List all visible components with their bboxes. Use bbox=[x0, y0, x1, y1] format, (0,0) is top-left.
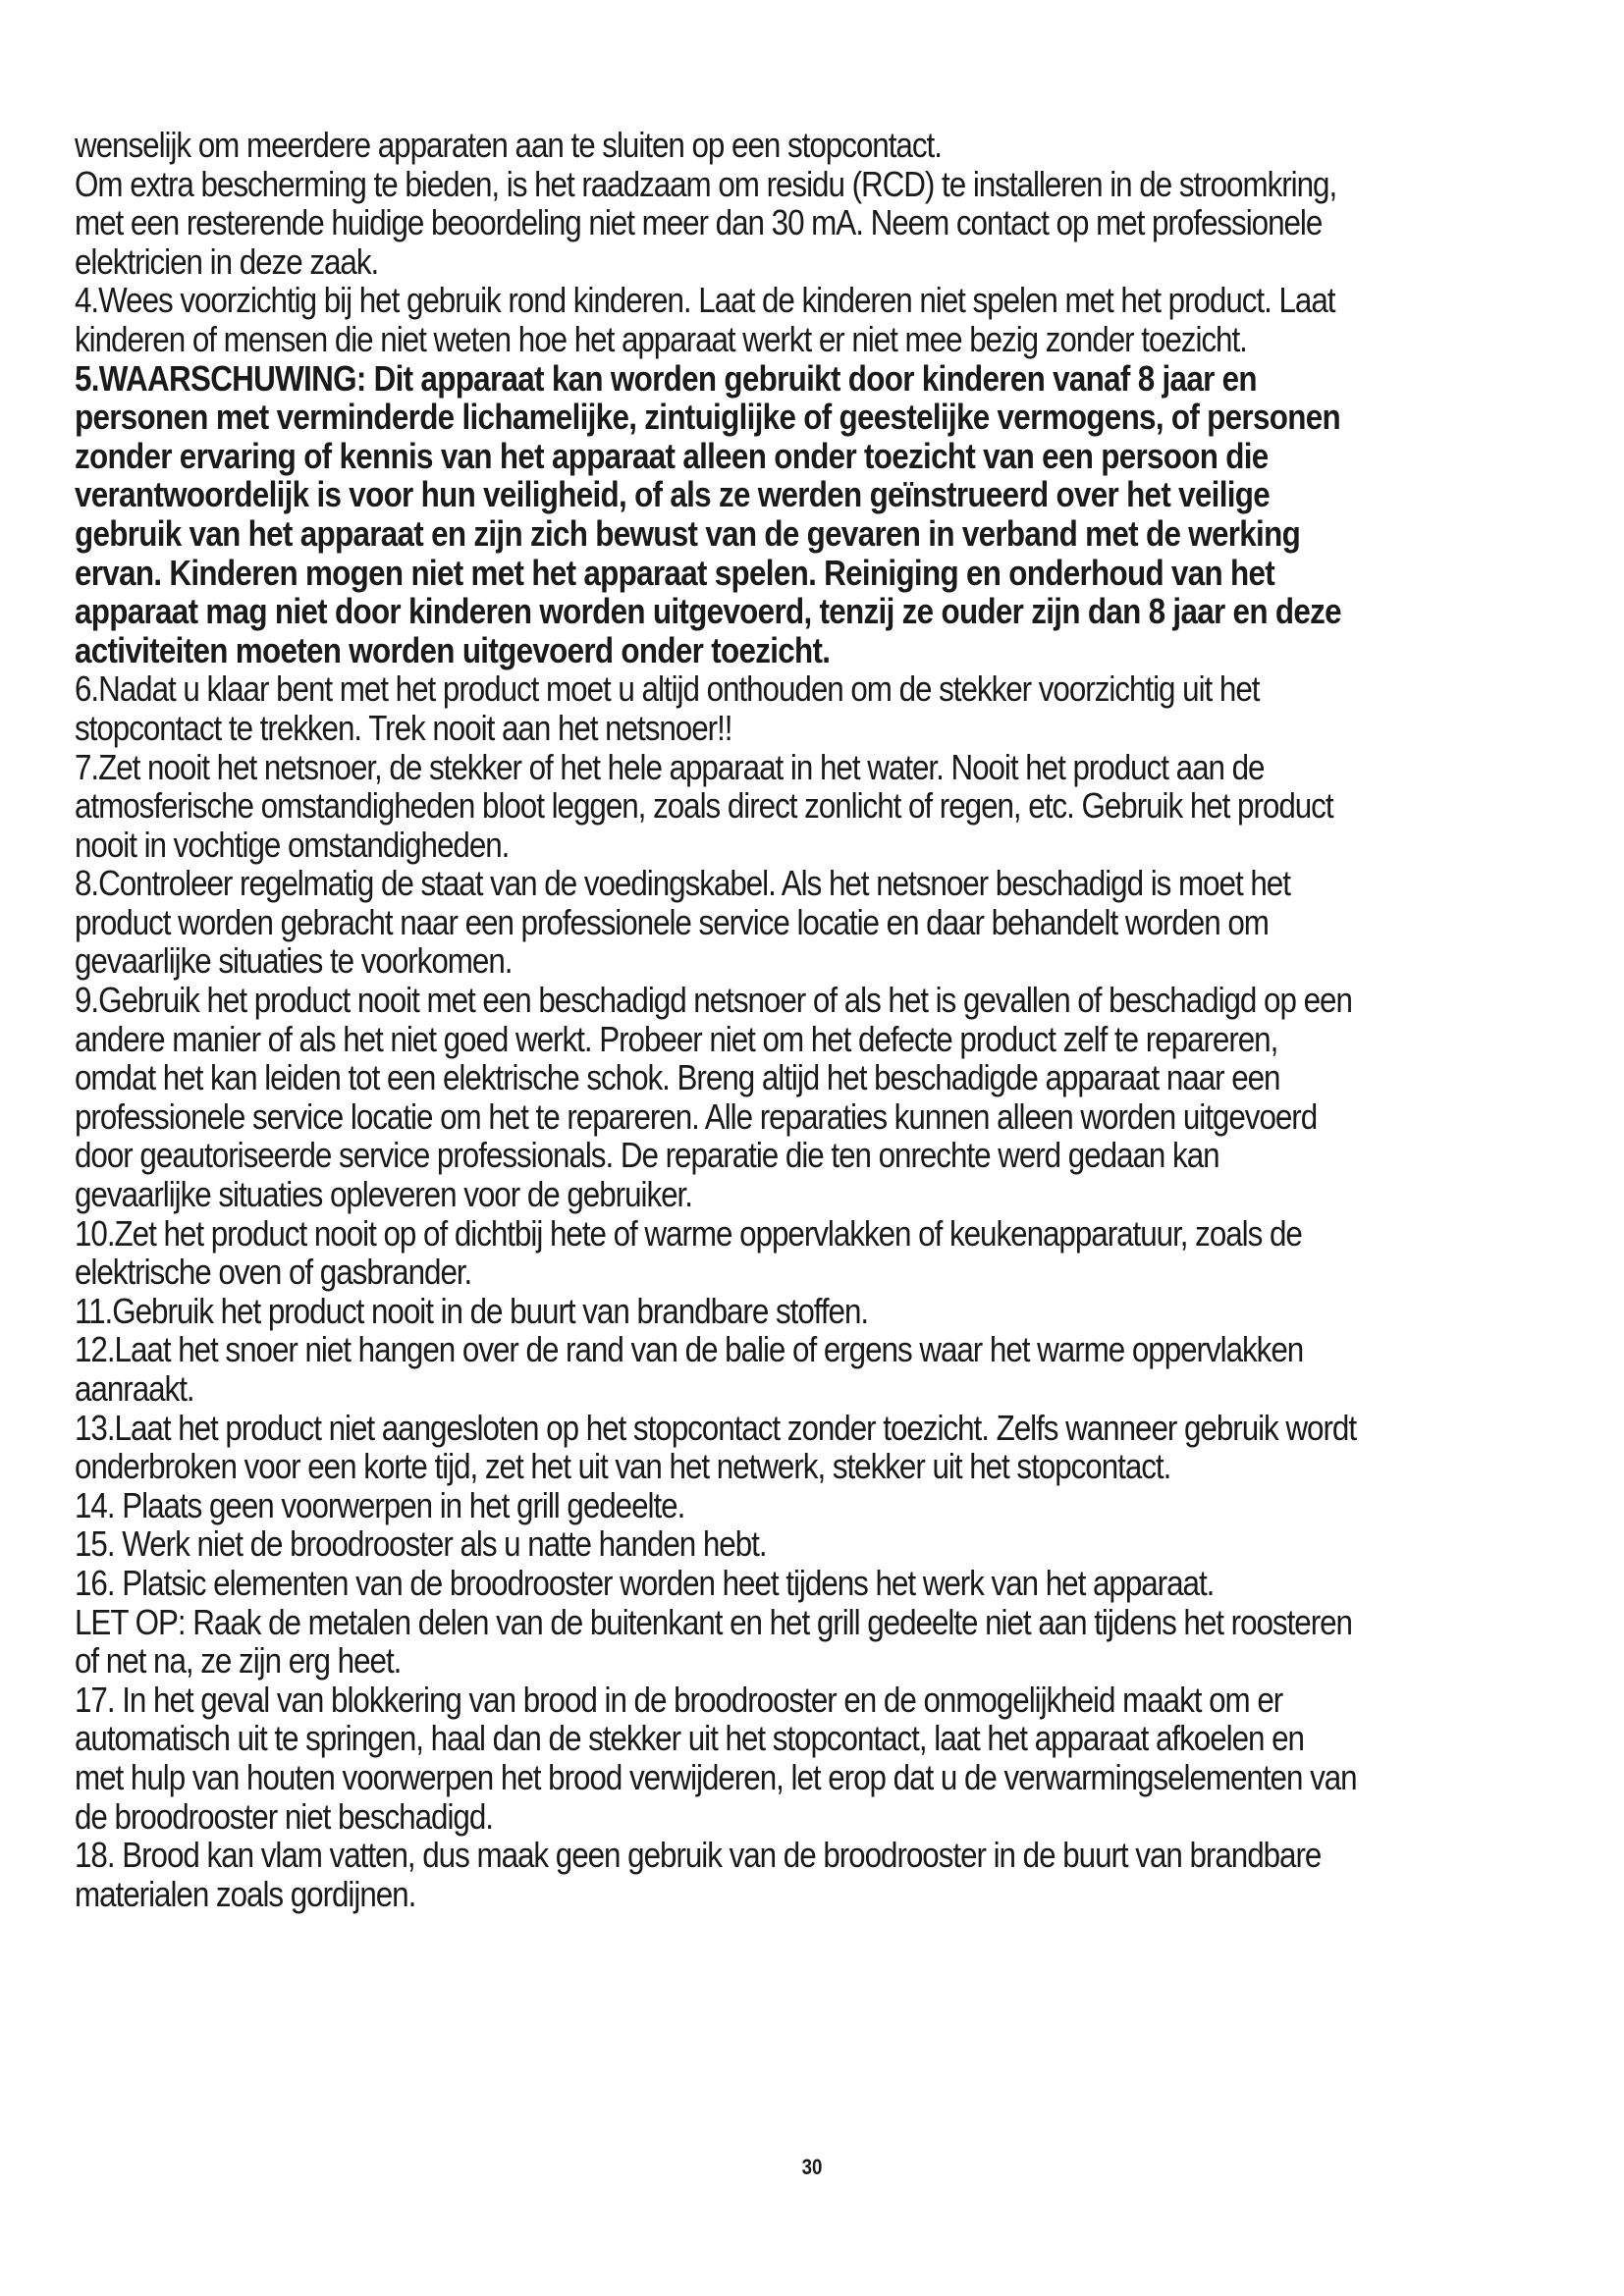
paragraph-item-8-power-cable: 8.Controleer regelmatig de staat van de voedingskabel. Als het netsnoer beschadigd is moet het product worden gebracht naar een professionele service locatie en daar behandelt worden om gevaarlijke situaties te voorkomen. bbox=[75, 863, 1290, 982]
paragraph-item-9-damaged-cord: 9.Gebruik het product nooit met een beschadigd netsnoer of als het is gevallen of beschadigd op een andere manier of als het niet goed werkt. Probeer niet om het defecte product zelf te repareren, omdat het kan leiden tot een elektrische schok. Breng altijd het beschadigde apparaat naar een professionele service locatie om het te repareren. Alle reparaties kunnen alleen worden uitgevoerd door geautoriseerde service professionals. De reparatie die ten onrechte werd gedaan kan gevaarlijke situaties opleveren voor de gebruiker. bbox=[75, 980, 1352, 1215]
paragraph-item-6-unplug: 6.Nadat u klaar bent met het product moet u altijd onthouden om de stekker voorzichtig uit het stopcontact te trekken. Trek nooit aan het netsnoer!! bbox=[75, 668, 1260, 748]
paragraph-item-16-plastic-hot: 16. Platsic elementen van de broodrooster worden heet tijdens het werk van het apparaat. bbox=[75, 1562, 1215, 1603]
paragraph-item-4-children: 4.Wees voorzichtig bij het gebruik rond kinderen. Laat de kinderen niet spelen met het product. Laat kinderen of mensen die niet weten hoe het apparaat werkt er niet mee bezig zonder toezicht. bbox=[75, 280, 1335, 359]
paragraph-item-5-warning: 5.WAARSCHUWING: Dit apparaat kan worden gebruikt door kinderen vanaf 8 jaar en personen met verminderde lichamelijke, zintuiglijke of geestelijke vermogens, of personen zonder ervaring of kennis van het apparaat alleen onder toezicht van een persoon die verantwoordelijk is voor hun veiligheid, of als ze werden geïnstrueerd over het veilige gebruik van het apparaat en zijn zich bewust van de gevaren in verband met de werking ervan. Kinderen mogen niet met het apparaat spelen. Reiniging en onderhoud van het apparaat mag niet door kinderen worden uitgevoerd, tenzij ze ouder zijn dan 8 jaar en deze activiteiten moeten worden uitgevoerd onder toezicht. bbox=[75, 357, 1341, 670]
paragraph-item-12-cord-hanging: 12.Laat het snoer niet hangen over de rand van de balie of ergens waar het warme oppervlakken aanraakt. bbox=[75, 1329, 1304, 1409]
paragraph-item-10-hot-surfaces: 10.Zet het product nooit op of dichtbij hete of warme oppervlakken of keukenapparatuur, zoals de elektrische oven of gasbrander. bbox=[75, 1212, 1302, 1293]
paragraph-item-17-bread-stuck: 17. In het geval van blokkering van brood in de broodrooster en de onmogelijkheid maakt om er automatisch uit te springen, haal dan de stekker uit het stopcontact, laat het apparaat afkoelen en met hulp van houten voorwerpen het brood verwijderen, let erop dat u de verwarmingselementen van de broodrooster niet beschadigd. bbox=[75, 1679, 1357, 1837]
paragraph-outlet-note: wenselijk om meerdere apparaten aan te sluiten op een stopcontact. bbox=[75, 125, 942, 165]
paragraph-item-7-water: 7.Zet nooit het netsnoer, de stekker of het hele apparaat in het water. Nooit het product aan de atmosferische omstandigheden bloot leggen, zoals direct zonlicht of regen, etc. Gebruik het product nooit in vochtige omstandigheden. bbox=[75, 746, 1333, 865]
paragraph-item-15-wet-hands: 15. Werk niet de broodrooster als u natte handen hebt. bbox=[75, 1523, 767, 1565]
paragraph-item-14-grill-objects: 14. Plaats geen voorwerpen in het grill gedeelte. bbox=[75, 1484, 685, 1525]
page-body bbox=[75, 126, 1358, 1913]
paragraph-item-18-bread-fire: 18. Brood kan vlam vatten, dus maak geen gebruik van de broodrooster in de buurt van brandbare materialen zoals gordijnen. bbox=[75, 1835, 1322, 1914]
paragraph-item-11-flammables: 11.Gebruik het product nooit in de buurt van brandbare stoffen. bbox=[75, 1290, 869, 1331]
page-number: 30 bbox=[801, 2155, 823, 2179]
paragraph-rcd-advice: Om extra bescherming te bieden, is het raadzaam om residu (RCD) te installeren in de stroomkring, met een resterende huidige beoordeling niet meer dan 30 mA. Neem contact op met professionele elektricien in deze zaak. bbox=[75, 163, 1337, 282]
paragraph-item-13-unattended: 13.Laat het product niet aangesloten op het stopcontact zonder toezicht. Zelfs wanneer gebruik wordt onderbroken voor een korte tijd, zet het uit van het netwerk, stekker uit het stopcontact. bbox=[75, 1407, 1357, 1487]
paragraph-caution-metal-parts: LET OP: Raak de metalen delen van de buitenkant en het grill gedeelte niet aan tijdens het roosteren of net na, ze zijn erg heet. bbox=[75, 1601, 1352, 1682]
